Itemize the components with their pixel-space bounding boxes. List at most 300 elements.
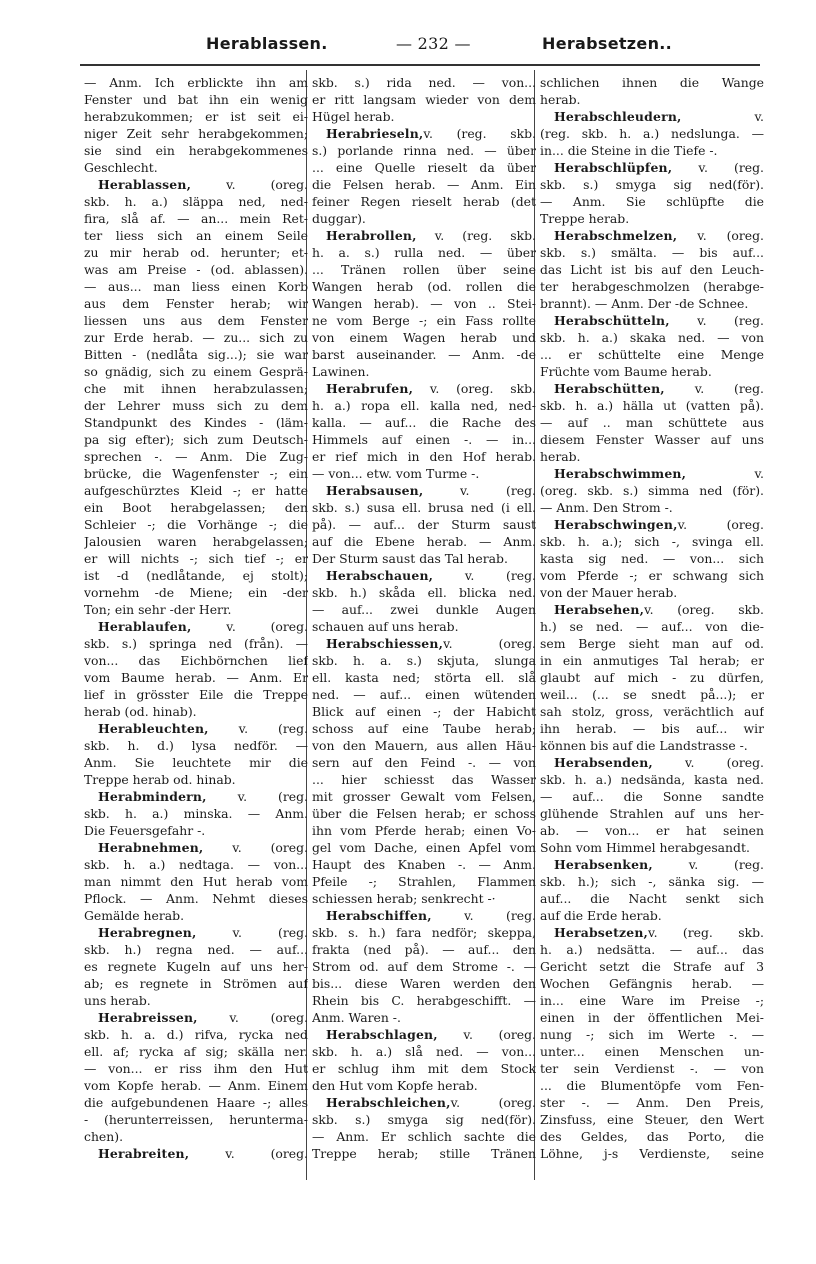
entry-text-line — [540, 873, 764, 890]
entry-text-line — [84, 992, 308, 1009]
entry-text: v. (oreg. — [652, 755, 764, 770]
entry-text: schlichen ihnen die Wange — [540, 75, 764, 90]
entry-headword-line — [540, 856, 764, 873]
entry-text-line — [84, 1026, 308, 1043]
entry-text: Löhne, j-s Verdienste, seine — [540, 1146, 764, 1161]
entry-text-line — [84, 363, 308, 380]
entry-headword-line — [84, 788, 308, 805]
entry-text: Gericht setzt die Strafe auf 3 — [540, 959, 764, 974]
entry-text-line — [84, 295, 308, 312]
entry-text-line — [540, 74, 764, 91]
entry-text: ihn vom Pferde herab; einen Vo- — [312, 823, 536, 838]
entry-text: v. (oreg. skb. — [413, 381, 536, 396]
entry-text-line — [312, 890, 536, 907]
entry-text-line — [540, 822, 764, 839]
entry-text: skb. h. a.) minska. — Anm. — [84, 806, 308, 821]
entry-text-line — [540, 261, 764, 278]
entry-text: kalla. — auf... die Rache des — [312, 415, 536, 430]
entry-text: — Anm. Er schlich sachte die — [312, 1129, 536, 1144]
entry-text: skb. h. a.) nedtaga. — von... — [84, 857, 308, 872]
entry-text-line — [540, 805, 764, 822]
entry-text-line — [84, 1094, 308, 1111]
entry-headword: Herabmindern, — [98, 789, 207, 804]
entry-text: skb. h.) regna ned. — auf... — [84, 942, 308, 957]
entry-text-line — [84, 975, 308, 992]
entry-text-line — [540, 1111, 764, 1128]
entry-text-line — [540, 1094, 764, 1111]
entry-text: Fenster und bat ihn ein wenig — [84, 92, 308, 107]
entry-text: was am Preise - (od. ablassen). — [84, 262, 308, 277]
entry-text-line — [312, 210, 536, 227]
entry-text: — von... er riss ihm den Hut — [84, 1061, 308, 1076]
entry-text: ell. kasta ned; störta ell. slå — [312, 670, 536, 685]
entry-text-line — [540, 397, 764, 414]
entry-text-line — [540, 210, 764, 227]
entry-text: Treppe herab. — [540, 211, 630, 226]
entry-text: ab. — von... er hat seinen — [540, 823, 764, 838]
entry-text: ... Tränen rollen über seine — [312, 262, 536, 277]
entry-text: vornehm -de Miene; ein -der — [84, 585, 308, 600]
entry-text: die aufgebundenen Haare -; alles — [84, 1095, 308, 1110]
entry-text-line — [312, 992, 536, 1009]
entry-text: - (herunterreissen, herunterma- — [84, 1112, 308, 1127]
entry-text: Anm. Sie leuchtete mir die — [84, 755, 308, 770]
entry-text: v. (reg. skb. — [423, 126, 536, 141]
entry-text: auf die Erde herab. — [540, 908, 662, 923]
entry-text: sprechen -. — Anm. Die Zug- — [84, 449, 308, 464]
entry-text-line — [540, 295, 764, 312]
entry-headword: Herabschütteln, — [554, 313, 670, 328]
entry-text: Zinsfuss, eine Steuer, den Wert — [540, 1112, 764, 1127]
entry-text: ne vom Berge -; ein Fass rollte — [312, 313, 536, 328]
entry-text-line — [84, 108, 308, 125]
entry-text-line — [312, 703, 536, 720]
entry-text: skb. h. a.) slå ned. — von... — [312, 1044, 536, 1059]
entry-text: so gnädig, sich zu einem Gesprä- — [84, 364, 308, 379]
entry-text-line — [312, 533, 536, 550]
entry-text-line — [312, 771, 536, 788]
entry-text: nung -; sich im Werte -. — — [540, 1027, 764, 1042]
entry-text-line — [84, 584, 308, 601]
entry-text-line — [540, 1077, 764, 1094]
entry-headword: Herabsetzen, — [554, 925, 649, 940]
entry-headword: Herabnehmen, — [98, 840, 204, 855]
entry-text-line — [312, 1009, 536, 1026]
entry-text: einen in der öffentlichen Mei- — [540, 1010, 764, 1025]
entry-text: s.) porlande rinna ned. — über — [312, 143, 536, 158]
entry-text-line — [312, 550, 536, 567]
entry-text-line — [84, 261, 308, 278]
entry-text: che mit ihnen herabzulassen; — [84, 381, 308, 396]
entry-text-line — [312, 108, 536, 125]
entry-headword: Herabregnen, — [98, 925, 197, 940]
entry-text: ein Boot herabgelassen; den — [84, 500, 308, 515]
entry-text: Bitten - (nedlåta sig...); sie war — [84, 347, 308, 362]
entry-text: pa sig efter); sich zum Deutsch- — [84, 432, 308, 447]
entry-text-line — [540, 448, 764, 465]
entry-text-line — [84, 312, 308, 329]
entry-text-line — [84, 1077, 308, 1094]
entry-text-line — [84, 499, 308, 516]
entry-text: Die Feuersgefahr -. — [84, 823, 206, 838]
entry-text-line — [540, 550, 764, 567]
entry-text: feiner Regen rieselt herab (det — [312, 194, 536, 209]
entry-text: glaubt auf mich - zu dürfen, — [540, 670, 764, 685]
entry-headword-line — [84, 720, 308, 737]
entry-text-line — [84, 907, 308, 924]
entry-text: skb. h. d.) lysa nedför. — — [84, 738, 308, 753]
entry-text-line — [540, 329, 764, 346]
entry-headword-line — [312, 482, 536, 499]
entry-text: ... eine Quelle rieselt da über — [312, 160, 536, 175]
entry-text: mit grosser Gewalt vom Felsen, — [312, 789, 536, 804]
entry-text-line — [540, 346, 764, 363]
entry-text-line — [540, 1026, 764, 1043]
entry-text: Strom od. auf dem Strome -. — — [312, 959, 536, 974]
entry-headword: Herabsausen, — [326, 483, 424, 498]
entry-text: skb. h. a. s.) skjuta, slunga — [312, 653, 536, 668]
entry-headword: Herabrufen, — [326, 381, 414, 396]
entry-text: Wochen Gefängnis herab. — — [540, 976, 764, 991]
entry-text: v. (reg. — [672, 160, 764, 175]
entry-text-line — [312, 244, 536, 261]
entry-text: schauen auf uns herab. — [312, 619, 459, 634]
entry-headword: Herabschlagen, — [326, 1027, 438, 1042]
entry-text: Treppe herab; stille Tränen — [312, 1146, 536, 1161]
entry-text-line — [312, 278, 536, 295]
entry-text-line — [312, 873, 536, 890]
entry-text-line — [312, 261, 536, 278]
entry-text: zu mir herab od. herunter; et- — [84, 245, 308, 260]
entry-text-line — [540, 567, 764, 584]
entry-headword: Herabreiten, — [98, 1146, 190, 1161]
entry-text: v. (reg. — [206, 789, 308, 804]
entry-text-line — [312, 958, 536, 975]
entry-text-line — [540, 584, 764, 601]
entry-text: ter liess sich an einem Seile — [84, 228, 308, 243]
entry-headword: Herablassen, — [98, 177, 192, 192]
entry-text-line — [312, 618, 536, 635]
text-column-2 — [312, 74, 536, 1174]
entry-text: v. (reg. — [423, 483, 536, 498]
entry-text-line — [84, 1111, 308, 1128]
entry-text: skb. s.) smyga sig ned(för). — [540, 177, 764, 192]
entry-text: skb. h. a. d.) rifva, rycka ned — [84, 1027, 308, 1042]
entry-text-line — [84, 329, 308, 346]
entry-headword: Herabschauen, — [326, 568, 434, 583]
entry-text: chen). — [84, 1129, 124, 1144]
entry-text-line — [312, 720, 536, 737]
entry-text-line — [540, 992, 764, 1009]
entry-text-line — [312, 1043, 536, 1060]
entry-headword-line — [540, 516, 764, 533]
entry-text-line — [84, 652, 308, 669]
entry-text-line — [84, 1128, 308, 1145]
entry-text: h. a.) ropa ell. kalla ned, ned- — [312, 398, 536, 413]
entry-text: v. (reg. — [664, 381, 764, 396]
entry-text: vom Baume herab. — Anm. Er — [84, 670, 308, 685]
entry-headword: Herabschiffen, — [326, 908, 432, 923]
entry-headword: Herabschwingen, — [554, 517, 678, 532]
entry-text: kasta sig ned. — von... sich — [540, 551, 764, 566]
entry-text: die Felsen herab. — Anm. Ein — [312, 177, 536, 192]
entry-headword: Herablaufen, — [98, 619, 192, 634]
entry-text-line — [540, 788, 764, 805]
entry-text-line — [312, 193, 536, 210]
entry-text: v. — [681, 109, 764, 124]
entry-text: skb. h. a.); sich -, svinga ell. — [540, 534, 764, 549]
entry-text: v. (oreg. — [437, 1027, 536, 1042]
entry-text-line — [540, 907, 764, 924]
entry-text-line — [312, 856, 536, 873]
entry-text-line — [540, 1128, 764, 1145]
entry-text-line — [84, 159, 308, 176]
entry-text: Himmels auf einen -. — in... — [312, 432, 536, 447]
entry-text: bis... diese Waren werden den — [312, 976, 536, 991]
entry-text: Geschlecht. — [84, 160, 158, 175]
entry-text-line — [540, 958, 764, 975]
entry-text: sem Berge sieht man auf od. — [540, 636, 764, 651]
entry-text: er rief mich in den Hof herab. — [312, 449, 536, 464]
entry-text-line — [312, 822, 536, 839]
entry-text: Wangen herab). — von .. Stei- — [312, 296, 536, 311]
entry-headword-line — [84, 1145, 308, 1162]
entry-text: duggar). — [312, 211, 366, 226]
entry-text: glühende Strahlen auf uns her- — [540, 806, 764, 821]
entry-text-line — [312, 669, 536, 686]
entry-text: skb. s.) smälta. — bis auf... — [540, 245, 764, 260]
entry-headword-line — [84, 924, 308, 941]
entry-text: ... die Blumentöpfe vom Fen- — [540, 1078, 764, 1093]
entry-text-line — [312, 788, 536, 805]
entry-text-line — [540, 635, 764, 652]
entry-headword: Herabschleichen, — [326, 1095, 451, 1110]
text-column-1 — [84, 74, 308, 1174]
entry-text-line — [540, 125, 764, 142]
entry-text: skb. s.) rida ned. — von... — [312, 75, 536, 90]
entry-text: — auf... zwei dunkle Augen — [312, 602, 536, 617]
entry-text: (oreg. skb. s.) simma ned (för). — [540, 483, 764, 498]
entry-text-line — [84, 380, 308, 397]
entry-text: — auf... die Sonne sandte — [540, 789, 764, 804]
entry-text: das Licht ist bis auf den Leuch- — [540, 262, 764, 277]
entry-text-line — [84, 1060, 308, 1077]
entry-headword-line — [540, 754, 764, 771]
entry-text: skb. s.) springa ned (från). — — [84, 636, 308, 651]
entry-text: Sohn vom Himmel herabgesandt. — [540, 840, 750, 855]
entry-text: skb. s.) susa ell. brusa ned (i ell. — [312, 500, 536, 515]
entry-text: skb. h.); sich -, sänka sig. — — [540, 874, 764, 889]
entry-text: v. (oreg. — [677, 228, 764, 243]
entry-text-line — [540, 720, 764, 737]
entry-text: Früchte vom Baume herab. — [540, 364, 712, 379]
entry-text: lief in grösster Eile die Treppe — [84, 687, 308, 702]
entry-text: auf... die Nacht senkt sich — [540, 891, 764, 906]
entry-text: zur Erde herab. — zu... sich zu — [84, 330, 308, 345]
entry-text: herab. — [540, 92, 581, 107]
entry-text-line — [312, 312, 536, 329]
entry-text: Treppe herab od. hinab. — [84, 772, 236, 787]
entry-text: Wangen herab (od. rollen die — [312, 279, 536, 294]
entry-text-line — [312, 142, 536, 159]
entry-text: v. (oreg. — [443, 636, 536, 651]
entry-text-line — [540, 618, 764, 635]
entry-text-line — [312, 584, 536, 601]
entry-text: skb. s. h.) fara nedför; skeppa, — [312, 925, 536, 940]
entry-text: — von... etw. vom Turme -. — [312, 466, 480, 481]
entry-text: gel vom Dache, einen Apfel vom — [312, 840, 536, 855]
entry-text: niger Zeit sehr herabgekommen; — [84, 126, 308, 141]
entry-text: (reg. skb. h. a.) nedslunga. — — [540, 126, 764, 141]
entry-text: in ein anmutiges Tal herab; er — [540, 653, 764, 668]
entry-headword: Herabschütten, — [554, 381, 665, 396]
entry-text: v. (oreg. — [450, 1095, 536, 1110]
entry-text: diesem Fenster Wasser auf uns — [540, 432, 764, 447]
entry-text-line — [540, 890, 764, 907]
entry-text-line — [540, 482, 764, 499]
entry-text-line — [312, 1077, 536, 1094]
entry-text: vom Pferde -; er schwang sich — [540, 568, 764, 583]
entry-text: ned. — auf... einen wütenden — [312, 687, 536, 702]
entry-text: ter herabgeschmolzen (herabge- — [540, 279, 764, 294]
entry-text-line — [540, 533, 764, 550]
entry-headword-line — [540, 380, 764, 397]
entry-text: h. a.) nedsätta. — auf... das — [540, 942, 764, 957]
entry-headword: Herabschmelzen, — [554, 228, 678, 243]
entry-headword: Herabschlüpfen, — [554, 160, 673, 175]
entry-text-line — [312, 1111, 536, 1128]
entry-text: sah stolz, gross, verächtlich auf — [540, 704, 764, 719]
entry-headword-line — [540, 108, 764, 125]
entry-text: Hügel herab. — [312, 109, 395, 124]
entry-text: aufgeschürztes Kleid -; er hatte — [84, 483, 308, 498]
entry-text: v. (reg. — [669, 313, 764, 328]
entry-headword-line — [540, 227, 764, 244]
entry-text: — Anm. Den Strom -. — [540, 500, 673, 515]
entry-text: ter sein Verdienst -. — von — [540, 1061, 764, 1076]
entry-text: in... eine Ware im Preise -; — [540, 993, 764, 1008]
entry-text-line — [84, 941, 308, 958]
entry-text: brannt). — Anm. Der -de Schnee. — [540, 296, 749, 311]
entry-text-line — [312, 329, 536, 346]
entry-text-line — [84, 635, 308, 652]
entry-text: schoss auf eine Taube herab; — [312, 721, 536, 736]
header-rule — [80, 64, 760, 66]
entry-text-line — [84, 465, 308, 482]
entry-text: v. (reg. skb. — [416, 228, 536, 243]
entry-text-line — [84, 448, 308, 465]
entry-text-line — [84, 346, 308, 363]
entry-headword-line — [540, 924, 764, 941]
entry-text-line — [540, 193, 764, 210]
entry-text: v. (reg. — [431, 908, 536, 923]
entry-text-line — [84, 227, 308, 244]
entry-text: v. (reg. skb. — [648, 925, 764, 940]
entry-text: skb. s.) smyga sig ned(för). — [312, 1112, 536, 1127]
entry-text: — Anm. Ich erblickte ihn am — [84, 75, 308, 90]
entry-text: weil... (... se snedt på...); er — [540, 687, 764, 702]
entry-text: von den Mauern, aus allen Häu- — [312, 738, 536, 753]
entry-text: er ritt langsam wieder von dem — [312, 92, 536, 107]
entry-text: ... er schüttelte eine Menge — [540, 347, 764, 362]
entry-text-line — [84, 1043, 308, 1060]
entry-text-line — [540, 278, 764, 295]
entry-text: sie sind ein herabgekommenes — [84, 143, 308, 158]
entry-text: unter... einen Menschen un- — [540, 1044, 764, 1059]
entry-text-line — [312, 363, 536, 380]
entry-text-line — [540, 1009, 764, 1026]
entry-text: Pfeile -; Strahlen, Flammen — [312, 874, 536, 889]
entry-text-line — [84, 754, 308, 771]
entry-headword-line — [84, 1009, 308, 1026]
entry-text: ab; es regnete in Strömen auf — [84, 976, 308, 991]
entry-text-line — [84, 703, 308, 720]
entry-text: ell. af; rycka af sig; skälla ner. — [84, 1044, 308, 1059]
entry-text-line — [312, 805, 536, 822]
entry-headword-line — [312, 1026, 536, 1043]
entry-headword: Herabschleudern, — [554, 109, 682, 124]
entry-text-line — [84, 414, 308, 431]
entry-text: Lawinen. — [312, 364, 370, 379]
entry-text-line — [84, 431, 308, 448]
entry-text-line — [540, 669, 764, 686]
entry-text-line — [312, 924, 536, 941]
entry-headword-line — [84, 839, 308, 856]
entry-headword-line — [312, 1094, 536, 1111]
entry-text: über die Felsen herab; er schoss — [312, 806, 536, 821]
entry-headword-line — [540, 601, 764, 618]
entry-headword-line — [312, 567, 536, 584]
entry-text-line — [84, 550, 308, 567]
entry-text: — aus... man liess einen Korb — [84, 279, 308, 294]
entry-text: er will nichts -; sich tief -; er — [84, 551, 308, 566]
entry-text-line — [312, 414, 536, 431]
entry-headword-line — [312, 125, 536, 142]
entry-text-line — [540, 1145, 764, 1162]
entry-text: Ton; ein sehr -der Herr. — [84, 602, 232, 617]
entry-text: auf die Ebene herab. — Anm. — [312, 534, 536, 549]
entry-text: brücke, die Wagenfenster -; ein — [84, 466, 308, 481]
entry-text-line — [312, 91, 536, 108]
entry-text-line — [540, 142, 764, 159]
entry-text: ist -d (nedlåtande, ej stolt); — [84, 568, 308, 583]
entry-text-line — [84, 125, 308, 142]
entry-text: v. (reg. — [433, 568, 536, 583]
entry-headword-line — [312, 380, 536, 397]
entry-text-line — [312, 499, 536, 516]
entry-text: h.) se ned. — auf... von die- — [540, 619, 764, 634]
entry-headword-line — [540, 465, 764, 482]
entry-text: in... die Steine in die Tiefe -. — [540, 143, 718, 158]
entry-headword: Herabsehen, — [554, 602, 645, 617]
entry-text: herab. — [540, 449, 581, 464]
entry-text-line — [84, 244, 308, 261]
entry-text: man nimmt den Hut herab vom — [84, 874, 308, 889]
entry-text: ... hier schiesst das Wasser — [312, 772, 536, 787]
entry-text: herabzukommen; er ist seit ei- — [84, 109, 308, 124]
entry-text-line — [84, 142, 308, 159]
entry-text-line — [312, 159, 536, 176]
entry-text: skb. h. a.) släppa ned, ned- — [84, 194, 308, 209]
entry-text-line — [312, 839, 536, 856]
entry-text-line — [540, 975, 764, 992]
entry-text-line — [312, 737, 536, 754]
entry-text: v. (oreg. — [677, 517, 764, 532]
entry-headword-line — [312, 907, 536, 924]
entry-text: — Anm. Sie schlüpfte die — [540, 194, 764, 209]
entry-text-line — [312, 516, 536, 533]
entry-text-line — [540, 176, 764, 193]
